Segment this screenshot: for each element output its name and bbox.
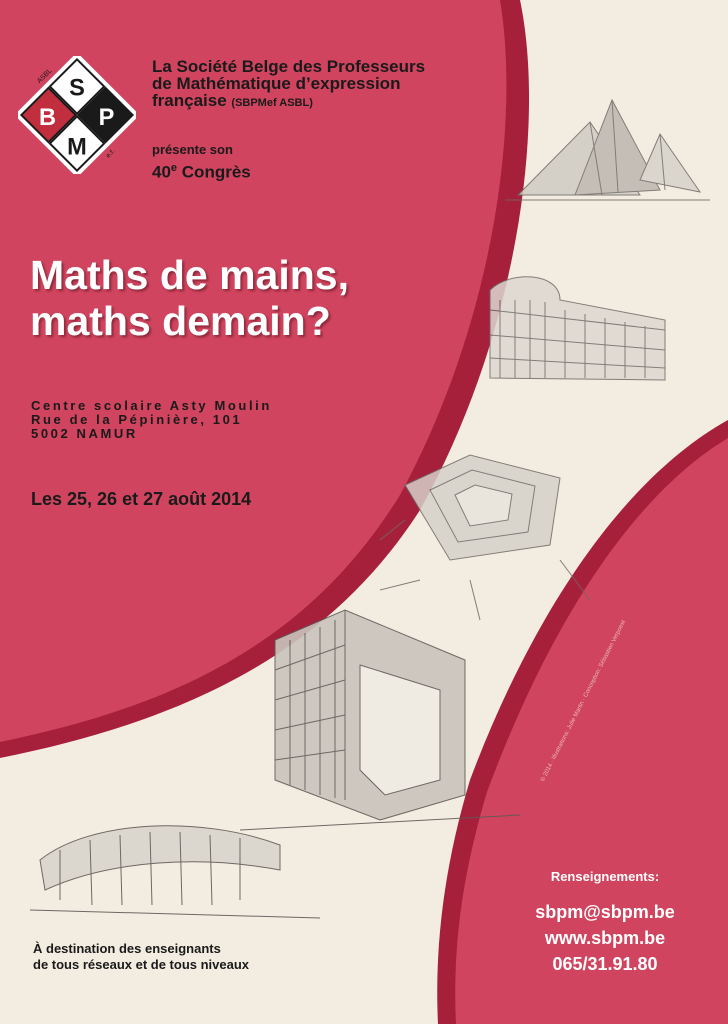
contact-email[interactable]: sbpm@sbpm.be bbox=[535, 902, 675, 922]
title-line-2: maths demain? bbox=[30, 298, 331, 344]
address-line-2: Rue de la Pépinière, 101 bbox=[31, 412, 243, 427]
logo-ef-text: e.f. bbox=[104, 147, 117, 160]
logo-letter-s: S bbox=[69, 75, 85, 102]
colosseum-sketch bbox=[490, 277, 665, 380]
logo-letter-p: P bbox=[98, 104, 115, 131]
org-abbreviation: (SBPMef ASBL) bbox=[231, 97, 313, 109]
congress-number-suffix: e bbox=[170, 162, 178, 174]
address-line-1: Centre scolaire Asty Moulin bbox=[31, 398, 272, 413]
event-dates: Les 25, 26 et 27 août 2014 bbox=[31, 489, 252, 509]
congress-label: Congrès bbox=[181, 162, 251, 182]
title-line-1: Maths de mains, bbox=[30, 252, 349, 298]
contact-website[interactable]: www.sbpm.be bbox=[544, 928, 666, 948]
audience-line-2: de tous réseaux et de tous niveaux bbox=[33, 957, 250, 972]
organization-name bbox=[152, 58, 425, 112]
pyramids-sketch bbox=[505, 100, 710, 200]
credit-line: © 2014 · Illustrations: Julie Martin · Conception: Sébastien Verpoest bbox=[540, 619, 628, 783]
poster-title bbox=[30, 252, 349, 344]
org-line-2: de Mathématique d’expression bbox=[152, 74, 401, 93]
presents-label: présente son bbox=[152, 142, 233, 157]
org-line-1: La Société Belge des Professeurs bbox=[152, 57, 426, 76]
venue-address bbox=[31, 399, 272, 441]
audience-line-1: À destination des enseignants bbox=[33, 941, 221, 956]
org-line-3-text: française bbox=[152, 91, 227, 110]
station-roof-sketch bbox=[30, 826, 320, 918]
sbpm-logo bbox=[18, 56, 136, 174]
congress-number-value: 40 bbox=[152, 162, 171, 182]
audience-note bbox=[33, 941, 249, 973]
logo-letter-b: B bbox=[38, 104, 57, 131]
address-line-3: 5002 NAMUR bbox=[31, 426, 138, 441]
org-line-3 bbox=[152, 92, 425, 112]
contact-phone: 065/31.91.80 bbox=[552, 954, 658, 974]
contact-heading: Renseignements: bbox=[550, 869, 660, 884]
logo-asbl-text: ASBL bbox=[36, 67, 54, 85]
logo-letter-m: M bbox=[67, 134, 87, 161]
congress-number bbox=[152, 162, 251, 183]
